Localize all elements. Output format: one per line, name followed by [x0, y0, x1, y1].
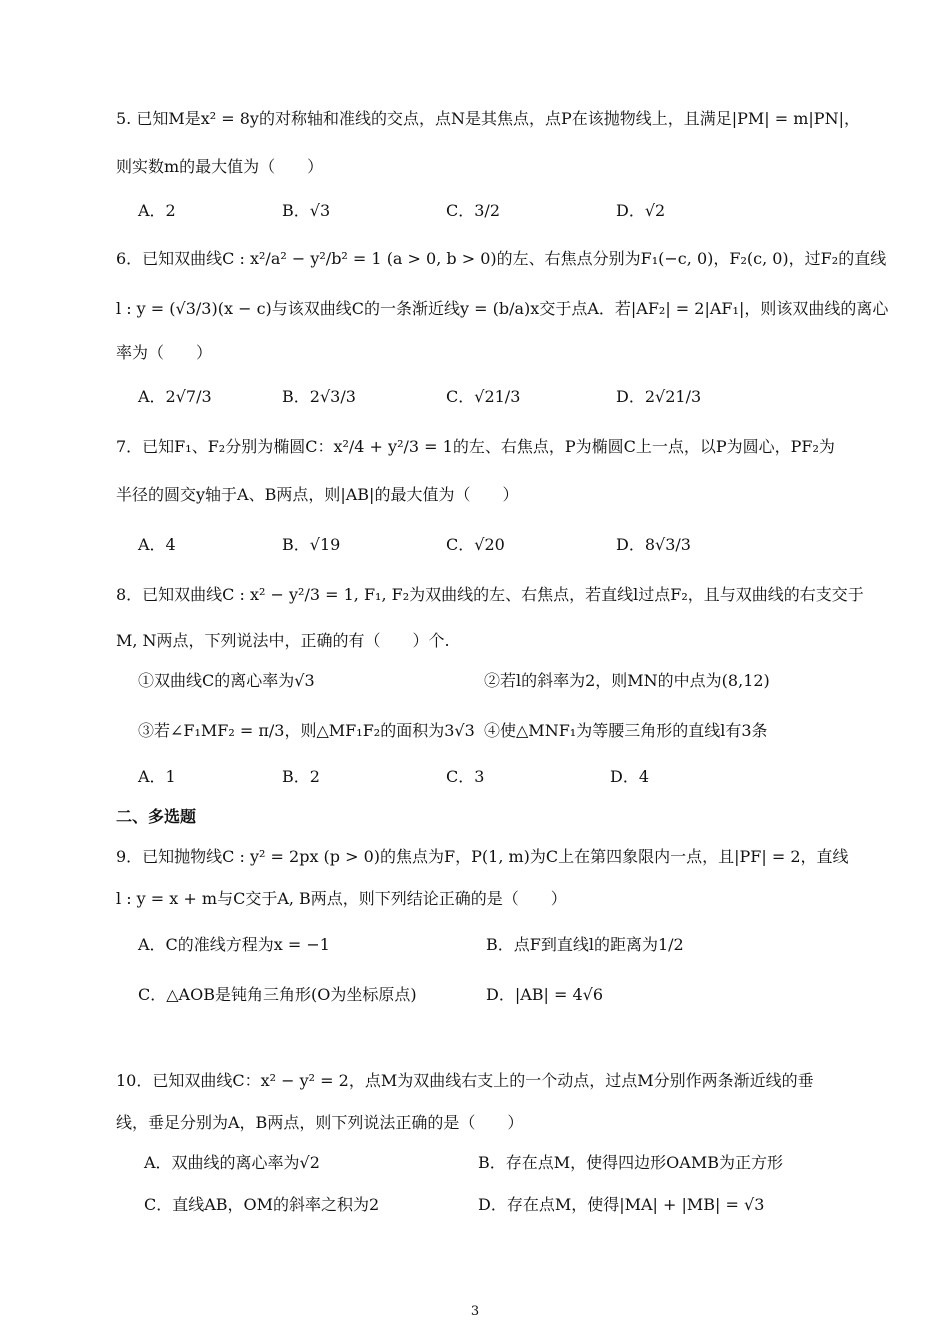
q5-line1: 5. 已知M是x² = 8y的对称轴和准线的交点，点N是其焦点，点P在该抛物线上，且满足|PM| = m|PN|，	[116, 109, 860, 128]
q7-option-b: B．√19	[282, 535, 341, 554]
q9-option-c: C．△AOB是钝角三角形(O为坐标原点)	[138, 985, 417, 1004]
q9-line1: 9．已知抛物线C : y² = 2px (p > 0)的焦点为F，P(1, m)为C上在第四象限内一点，且|PF| = 2，直线	[116, 847, 849, 866]
q10-option-c: C．直线AB，OM的斜率之积为2	[144, 1195, 380, 1214]
q10-option-d: D．存在点M，使得|MA| + |MB| = √3	[478, 1195, 765, 1214]
q5-option-d: D．√2	[616, 201, 666, 220]
q8-line1: 8．已知双曲线C : x² − y²/3 = 1, F₁, F₂为双曲线的左、右焦点，若直线l过点F₂，且与双曲线的右支交于	[116, 585, 864, 604]
q6-line2: l : y = (√3/3)(x − c)与该双曲线C的一条渐近线y = (b/a)x交于点A．若|AF₂| = 2|AF₁|，则该双曲线的离心	[116, 299, 889, 318]
page-number: 3	[470, 1304, 480, 1319]
q10-line1: 10．已知双曲线C：x² − y² = 2，点M为双曲线右支上的一个动点，过点M分别作两条渐近线的垂	[116, 1071, 814, 1090]
q8-option-c: C．3	[446, 767, 485, 786]
q5-option-c: C．3/2	[446, 201, 500, 220]
section-heading: 二、多选题	[116, 807, 197, 826]
q6-option-b: B．2√3/3	[282, 387, 356, 406]
q6-line3: 率为（ ）	[116, 343, 213, 362]
q10-line2: 线，垂足分别为A，B两点，则下列说法正确的是（ ）	[116, 1113, 524, 1132]
q8-option-b: B．2	[282, 767, 320, 786]
q7-line1: 7．已知F₁、F₂分别为椭圆C：x²/4 + y²/3 = 1的左、右焦点，P为椭圆C上一点，以P为圆心，PF₂为	[116, 437, 835, 456]
q9-option-d: D．|AB| = 4√6	[486, 985, 604, 1004]
q8-statement-4: ④使△MNF₁为等腰三角形的直线l有3条	[484, 721, 768, 740]
q7-option-c: C．√20	[446, 535, 505, 554]
q9-option-a: A．C的准线方程为x = −1	[138, 935, 330, 954]
q5-line2: 则实数m的最大值为（ ）	[116, 157, 324, 176]
q6-option-a: A．2√7/3	[138, 387, 212, 406]
q10-option-a: A．双曲线的离心率为√2	[144, 1153, 320, 1172]
q8-option-a: A．1	[138, 767, 176, 786]
q5-option-a: A．2	[138, 201, 176, 220]
q7-option-d: D．8√3/3	[616, 535, 691, 554]
q6-option-d: D．2√21/3	[616, 387, 702, 406]
q7-option-a: A．4	[138, 535, 176, 554]
q6-option-c: C．√21/3	[446, 387, 521, 406]
q7-line2: 半径的圆交y轴于A、B两点，则|AB|的最大值为（ ）	[116, 485, 519, 504]
q8-line2: M, N两点，下列说法中，正确的有（ ）个.	[116, 631, 450, 650]
q6-line1: 6．已知双曲线C : x²/a² − y²/b² = 1 (a > 0, b > 0)的左、右焦点分别为F₁(−c, 0)，F₂(c, 0)，过F₂的直线	[116, 249, 887, 268]
q9-line2: l : y = x + m与C交于A, B两点，则下列结论正确的是（ ）	[116, 889, 567, 908]
q8-option-d: D．4	[610, 767, 650, 786]
q8-statement-1: ①双曲线C的离心率为√3	[138, 671, 315, 690]
q9-option-b: B．点F到直线l的距离为1/2	[486, 935, 684, 954]
q5-option-b: B．√3	[282, 201, 331, 220]
q8-statement-2: ②若l的斜率为2，则MN的中点为(8,12)	[484, 671, 770, 690]
q8-statement-3: ③若∠F₁MF₂ = π/3，则△MF₁F₂的面积为3√3	[138, 721, 475, 740]
q10-option-b: B．存在点M，使得四边形OAMB为正方形	[478, 1153, 783, 1172]
